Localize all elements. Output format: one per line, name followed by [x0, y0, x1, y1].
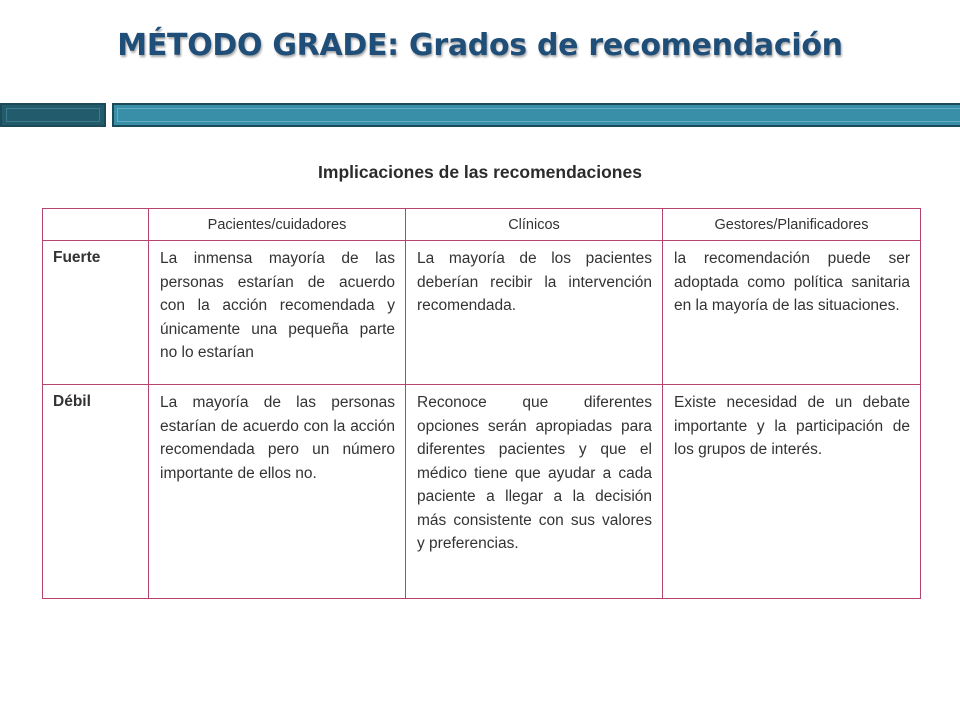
header-clinicos: Clínicos	[406, 209, 663, 241]
decorative-bar-left	[0, 103, 106, 127]
header-gestores: Gestores/Planificadores	[663, 209, 921, 241]
cell-fuerte-clinicos: La mayoría de los pacientes deberían recibir la intervención recomendada.	[406, 241, 663, 385]
cell-fuerte-pacientes: La inmensa mayoría de las personas estarían de acuerdo con la acción recomendada y únicamente una pequeña parte no lo estarían	[149, 241, 406, 385]
header-empty	[43, 209, 149, 241]
header-pacientes: Pacientes/cuidadores	[149, 209, 406, 241]
row-label-fuerte: Fuerte	[43, 241, 149, 385]
table-row-fuerte	[43, 241, 921, 385]
cell-fuerte-gestores: la recomendación puede ser adoptada como política sanitaria en la mayoría de las situaciones.	[663, 241, 921, 385]
table-row-debil	[43, 385, 921, 599]
slide-title: MÉTODO GRADE: Grados de recomendación	[117, 28, 843, 63]
cell-debil-pacientes: La mayoría de las personas estarían de acuerdo con la acción recomendada pero un número importante de ellos no.	[149, 385, 406, 599]
row-label-debil: Débil	[43, 385, 149, 599]
cell-debil-clinicos: Reconoce que diferentes opciones serán apropiadas para diferentes pacientes y que el médico tiene que ayudar a cada paciente a llegar a la decisión más consistente con sus valores y preferencias.	[406, 385, 663, 599]
table-header-row	[43, 209, 921, 241]
table-heading: Implicaciones de las recomendaciones	[318, 162, 642, 182]
decorative-bar-right	[112, 103, 960, 127]
cell-debil-gestores: Existe necesidad de un debate importante y la participación de los grupos de interés.	[663, 385, 921, 599]
recommendations-table	[42, 208, 921, 599]
